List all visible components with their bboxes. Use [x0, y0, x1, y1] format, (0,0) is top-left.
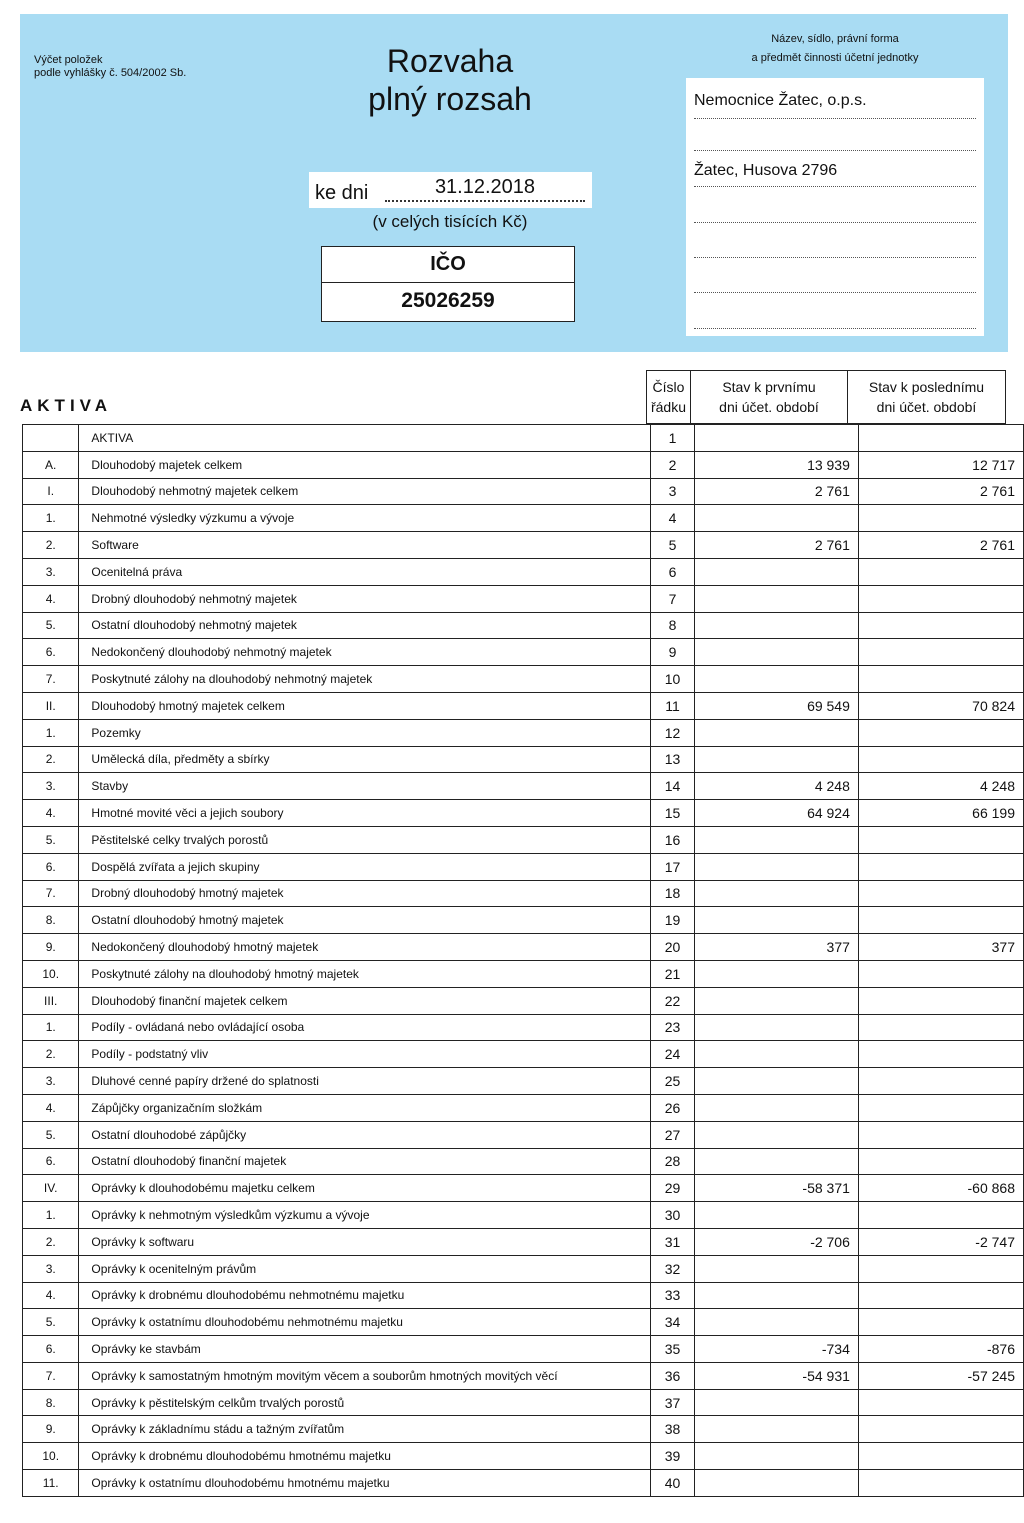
value-last-day: -60 868	[858, 1175, 1023, 1202]
row-number: 39	[651, 1443, 695, 1470]
row-code: 7.	[23, 880, 79, 907]
ico-value: 25026259	[401, 289, 495, 312]
table-row	[23, 1309, 1024, 1336]
column-header-last-day	[847, 370, 1006, 424]
value-first-day: -734	[694, 1336, 858, 1363]
row-code: 2.	[23, 532, 79, 559]
date-value: 31.12.2018	[385, 176, 585, 202]
value-last-day	[858, 1202, 1023, 1229]
row-label: Poskytnuté zálohy na dlouhodobý hmotný majetek	[79, 960, 651, 987]
column-header-text: Stav k prvnímu	[722, 379, 816, 395]
value-last-day	[858, 1068, 1023, 1095]
entity-line: Nemocnice Žatec, o.p.s.	[694, 92, 976, 119]
row-code: 9.	[23, 1416, 79, 1443]
value-first-day	[694, 1282, 858, 1309]
row-number: 28	[651, 1148, 695, 1175]
value-last-day	[858, 1255, 1023, 1282]
value-first-day	[694, 1148, 858, 1175]
row-number: 11	[651, 692, 695, 719]
row-code: 1.	[23, 505, 79, 532]
row-label: Hmotné movité věci a jejich soubory	[79, 800, 651, 827]
row-number: 17	[651, 853, 695, 880]
value-first-day	[694, 1309, 858, 1336]
value-last-day	[858, 558, 1023, 585]
column-header-text: Stav k poslednímu	[868, 379, 985, 395]
value-last-day	[858, 1416, 1023, 1443]
row-number: 16	[651, 826, 695, 853]
table-row	[23, 505, 1024, 532]
value-last-day	[858, 826, 1023, 853]
row-label: Dluhové cenné papíry držené do splatnosti	[79, 1068, 651, 1095]
row-label: Oprávky k drobnému dlouhodobému hmotnému majetku	[79, 1443, 651, 1470]
value-first-day: 69 549	[694, 692, 858, 719]
row-number: 27	[651, 1121, 695, 1148]
row-number: 13	[651, 746, 695, 773]
row-code: 1.	[23, 719, 79, 746]
row-number: 24	[651, 1041, 695, 1068]
document-title	[330, 42, 570, 118]
entity-line	[694, 268, 976, 293]
table-row	[23, 800, 1024, 827]
row-number: 31	[651, 1228, 695, 1255]
value-first-day	[694, 987, 858, 1014]
row-number: 33	[651, 1282, 695, 1309]
value-first-day	[694, 425, 858, 452]
column-header-row-number	[646, 370, 691, 424]
row-code: 5.	[23, 612, 79, 639]
row-code: II.	[23, 692, 79, 719]
row-label: Poskytnuté zálohy na dlouhodobý nehmotný majetek	[79, 666, 651, 693]
value-first-day: -2 706	[694, 1228, 858, 1255]
row-label: Oprávky k základnímu stádu a tažným zvířatům	[79, 1416, 651, 1443]
legal-reference-line1: Výčet položek	[34, 54, 103, 66]
value-last-day	[858, 907, 1023, 934]
row-code: 4.	[23, 1094, 79, 1121]
row-number: 6	[651, 558, 695, 585]
row-label: Stavby	[79, 773, 651, 800]
table-row	[23, 907, 1024, 934]
table-row	[23, 558, 1024, 585]
row-label: Drobný dlouhodobý hmotný majetek	[79, 880, 651, 907]
table-row	[23, 1041, 1024, 1068]
row-label: Oprávky k dlouhodobému majetku celkem	[79, 1175, 651, 1202]
table-row	[23, 773, 1024, 800]
table-row	[23, 1148, 1024, 1175]
row-label: Pěstitelské celky trvalých porostů	[79, 826, 651, 853]
value-last-day	[858, 1470, 1023, 1497]
row-number: 37	[651, 1389, 695, 1416]
row-number: 30	[651, 1202, 695, 1229]
row-code: 3.	[23, 1068, 79, 1095]
value-last-day	[858, 639, 1023, 666]
table-row	[23, 612, 1024, 639]
value-last-day	[858, 746, 1023, 773]
value-first-day: 2 761	[694, 532, 858, 559]
value-first-day	[694, 719, 858, 746]
entity-line	[694, 233, 976, 258]
row-number: 36	[651, 1362, 695, 1389]
row-code: 4.	[23, 1282, 79, 1309]
value-first-day	[694, 1443, 858, 1470]
table-row	[23, 1470, 1024, 1497]
row-number: 1	[651, 425, 695, 452]
value-first-day	[694, 1094, 858, 1121]
row-number: 21	[651, 960, 695, 987]
row-code: 3.	[23, 773, 79, 800]
row-code: 8.	[23, 907, 79, 934]
row-code: IV.	[23, 1175, 79, 1202]
value-first-day	[694, 612, 858, 639]
table-row	[23, 1416, 1024, 1443]
table-row	[23, 1121, 1024, 1148]
row-number: 25	[651, 1068, 695, 1095]
row-code: 2.	[23, 746, 79, 773]
value-first-day	[694, 639, 858, 666]
row-label: Nehmotné výsledky výzkumu a vývoje	[79, 505, 651, 532]
row-number: 34	[651, 1309, 695, 1336]
value-last-day: 2 761	[858, 532, 1023, 559]
table-row	[23, 1094, 1024, 1121]
row-number: 19	[651, 907, 695, 934]
row-code: 5.	[23, 1121, 79, 1148]
row-label: Software	[79, 532, 651, 559]
row-code: III.	[23, 987, 79, 1014]
legal-reference	[34, 54, 186, 80]
value-last-day	[858, 1121, 1023, 1148]
row-label: Oprávky k ocenitelným právům	[79, 1255, 651, 1282]
value-first-day	[694, 505, 858, 532]
row-label: Oprávky k samostatným hmotným movitým věcem a souborům hmotných movitých věcí	[79, 1362, 651, 1389]
ico-box	[321, 246, 575, 322]
value-first-day	[694, 826, 858, 853]
value-last-day	[858, 666, 1023, 693]
value-first-day	[694, 960, 858, 987]
value-first-day: 13 939	[694, 451, 858, 478]
value-first-day: -54 931	[694, 1362, 858, 1389]
row-label: Pozemky	[79, 719, 651, 746]
row-label: Dlouhodobý majetek celkem	[79, 451, 651, 478]
table-row	[23, 1362, 1024, 1389]
row-code: 11.	[23, 1470, 79, 1497]
value-last-day	[858, 1148, 1023, 1175]
legal-reference-line2: podle vyhlášky č. 504/2002 Sb.	[34, 67, 187, 79]
row-code: 1.	[23, 1202, 79, 1229]
value-first-day	[694, 1121, 858, 1148]
value-first-day: 377	[694, 934, 858, 961]
value-first-day	[694, 585, 858, 612]
row-code: 10.	[23, 1443, 79, 1470]
table-row	[23, 692, 1024, 719]
row-label: Ostatní dlouhodobé zápůjčky	[79, 1121, 651, 1148]
row-label: Dospělá zvířata a jejich skupiny	[79, 853, 651, 880]
entity-caption-line1: Název, sídlo, právní forma	[771, 33, 899, 45]
column-header-text: dni účet. období	[719, 399, 819, 415]
value-first-day: 2 761	[694, 478, 858, 505]
row-code	[23, 425, 79, 452]
value-first-day	[694, 880, 858, 907]
row-number: 38	[651, 1416, 695, 1443]
table-row	[23, 639, 1024, 666]
row-code: 3.	[23, 1255, 79, 1282]
row-code: 6.	[23, 853, 79, 880]
value-last-day	[858, 1443, 1023, 1470]
row-code: 1.	[23, 1014, 79, 1041]
table-row	[23, 1175, 1024, 1202]
row-label: Oprávky k pěstitelským celkům trvalých porostů	[79, 1389, 651, 1416]
table-row	[23, 960, 1024, 987]
row-label: Dlouhodobý nehmotný majetek celkem	[79, 478, 651, 505]
date-box	[309, 172, 592, 208]
table-row	[23, 746, 1024, 773]
row-label: Drobný dlouhodobý nehmotný majetek	[79, 585, 651, 612]
row-number: 2	[651, 451, 695, 478]
table-row	[23, 1014, 1024, 1041]
row-number: 29	[651, 1175, 695, 1202]
row-number: 5	[651, 532, 695, 559]
row-code: A.	[23, 451, 79, 478]
ico-label: IČO	[322, 247, 574, 283]
value-last-day	[858, 1309, 1023, 1336]
row-label: Podíly - ovládaná nebo ovládající osoba	[79, 1014, 651, 1041]
column-header-first-day	[690, 370, 848, 424]
row-number: 26	[651, 1094, 695, 1121]
row-number: 14	[651, 773, 695, 800]
value-first-day	[694, 1202, 858, 1229]
table-row	[23, 853, 1024, 880]
row-code: 6.	[23, 639, 79, 666]
value-last-day	[858, 960, 1023, 987]
row-label: Oprávky ke stavbám	[79, 1336, 651, 1363]
row-number: 9	[651, 639, 695, 666]
value-first-day	[694, 1389, 858, 1416]
row-label: Umělecká díla, předměty a sbírky	[79, 746, 651, 773]
table-row	[23, 425, 1024, 452]
row-label: AKTIVA	[79, 425, 651, 452]
entity-box	[686, 78, 984, 336]
row-label: Oprávky k nehmotným výsledkům výzkumu a vývoje	[79, 1202, 651, 1229]
value-last-day	[858, 1041, 1023, 1068]
row-label: Ostatní dlouhodobý hmotný majetek	[79, 907, 651, 934]
value-last-day	[858, 880, 1023, 907]
row-label: Oprávky k drobnému dlouhodobému nehmotnému majetku	[79, 1282, 651, 1309]
table-row	[23, 666, 1024, 693]
row-number: 8	[651, 612, 695, 639]
value-last-day: -876	[858, 1336, 1023, 1363]
row-number: 12	[651, 719, 695, 746]
value-last-day	[858, 1014, 1023, 1041]
row-label: Nedokončený dlouhodobý nehmotný majetek	[79, 639, 651, 666]
row-code: I.	[23, 478, 79, 505]
row-label: Ostatní dlouhodobý nehmotný majetek	[79, 612, 651, 639]
title-subtitle: plný rozsah	[368, 81, 532, 117]
row-code: 5.	[23, 826, 79, 853]
table-row	[23, 1389, 1024, 1416]
value-last-day	[858, 612, 1023, 639]
row-label: Ocenitelná práva	[79, 558, 651, 585]
row-code: 7.	[23, 666, 79, 693]
row-code: 4.	[23, 585, 79, 612]
value-last-day	[858, 987, 1023, 1014]
value-last-day: 12 717	[858, 451, 1023, 478]
value-last-day	[858, 1094, 1023, 1121]
table-row	[23, 1255, 1024, 1282]
row-code: 6.	[23, 1336, 79, 1363]
column-header-text: dni účet. období	[876, 399, 977, 415]
row-label: Ostatní dlouhodobý finanční majetek	[79, 1148, 651, 1175]
row-label: Oprávky k ostatnímu dlouhodobému nehmotnému majetku	[79, 1309, 651, 1336]
row-label: Dlouhodobý finanční majetek celkem	[79, 987, 651, 1014]
row-number: 40	[651, 1470, 695, 1497]
table-row	[23, 1068, 1024, 1095]
value-first-day	[694, 1416, 858, 1443]
value-first-day	[694, 1068, 858, 1095]
value-last-day	[858, 853, 1023, 880]
table-row	[23, 1282, 1024, 1309]
table-row	[23, 880, 1024, 907]
title-main: Rozvaha	[386, 43, 514, 79]
table-row	[23, 1228, 1024, 1255]
value-first-day	[694, 907, 858, 934]
column-header-text: Číslo	[652, 379, 685, 395]
value-last-day	[858, 585, 1023, 612]
entity-caption-line2: a předmět činnosti účetní jednotky	[751, 52, 919, 64]
table-row	[23, 987, 1024, 1014]
row-code: 2.	[23, 1228, 79, 1255]
row-code: 5.	[23, 1309, 79, 1336]
table-row	[23, 451, 1024, 478]
row-label: Oprávky k softwaru	[79, 1228, 651, 1255]
value-first-day	[694, 1255, 858, 1282]
value-first-day	[694, 558, 858, 585]
table-row	[23, 1336, 1024, 1363]
value-last-day: 70 824	[858, 692, 1023, 719]
row-code: 2.	[23, 1041, 79, 1068]
table-row	[23, 934, 1024, 961]
table-row	[23, 478, 1024, 505]
entity-line: Žatec, Husova 2796	[694, 162, 976, 187]
value-first-day	[694, 1470, 858, 1497]
row-code: 8.	[23, 1389, 79, 1416]
value-last-day: 4 248	[858, 773, 1023, 800]
row-number: 23	[651, 1014, 695, 1041]
value-last-day: 66 199	[858, 800, 1023, 827]
value-first-day: 64 924	[694, 800, 858, 827]
balance-sheet-table	[22, 424, 1024, 1497]
row-number: 22	[651, 987, 695, 1014]
row-code: 7.	[23, 1362, 79, 1389]
date-label: ke dni	[315, 182, 369, 204]
value-last-day: -57 245	[858, 1362, 1023, 1389]
value-last-day	[858, 505, 1023, 532]
value-first-day	[694, 853, 858, 880]
table-row	[23, 532, 1024, 559]
value-last-day: 377	[858, 934, 1023, 961]
row-label: Podíly - podstatný vliv	[79, 1041, 651, 1068]
row-number: 20	[651, 934, 695, 961]
value-first-day: -58 371	[694, 1175, 858, 1202]
row-number: 4	[651, 505, 695, 532]
row-number: 3	[651, 478, 695, 505]
unit-note: (v celých tisících Kč)	[372, 212, 528, 231]
row-code: 6.	[23, 1148, 79, 1175]
column-header-text: řádku	[650, 399, 687, 415]
table-row	[23, 585, 1024, 612]
entity-caption	[690, 30, 980, 68]
entity-line	[694, 126, 976, 151]
row-label: Nedokončený dlouhodobý hmotný majetek	[79, 934, 651, 961]
row-number: 35	[651, 1336, 695, 1363]
row-number: 18	[651, 880, 695, 907]
value-first-day	[694, 1041, 858, 1068]
row-label: Dlouhodobý hmotný majetek celkem	[79, 692, 651, 719]
value-last-day	[858, 425, 1023, 452]
entity-line	[694, 198, 976, 223]
value-last-day	[858, 1282, 1023, 1309]
section-title: AKTIVA	[20, 396, 113, 415]
value-first-day	[694, 666, 858, 693]
value-first-day: 4 248	[694, 773, 858, 800]
row-number: 7	[651, 585, 695, 612]
table-row	[23, 1202, 1024, 1229]
row-code: 10.	[23, 960, 79, 987]
row-code: 9.	[23, 934, 79, 961]
row-number: 10	[651, 666, 695, 693]
row-label: Oprávky k ostatnímu dlouhodobému hmotnému majetku	[79, 1470, 651, 1497]
value-last-day: -2 747	[858, 1228, 1023, 1255]
row-label: Zápůjčky organizačním složkám	[79, 1094, 651, 1121]
table-row	[23, 719, 1024, 746]
table-row	[23, 826, 1024, 853]
row-code: 3.	[23, 558, 79, 585]
row-code: 4.	[23, 800, 79, 827]
value-last-day: 2 761	[858, 478, 1023, 505]
entity-line	[694, 304, 976, 329]
value-first-day	[694, 746, 858, 773]
value-last-day	[858, 1389, 1023, 1416]
value-first-day	[694, 1014, 858, 1041]
table-row	[23, 1443, 1024, 1470]
value-last-day	[858, 719, 1023, 746]
row-number: 15	[651, 800, 695, 827]
row-number: 32	[651, 1255, 695, 1282]
